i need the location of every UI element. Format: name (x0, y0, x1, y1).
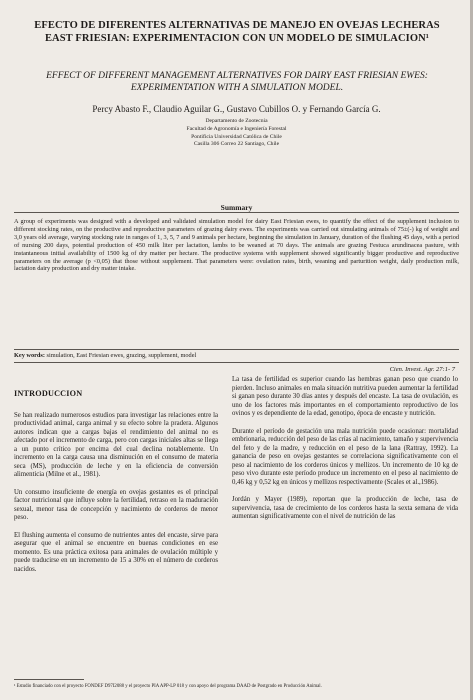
footnote: ¹ Estudio financiado con el proyecto FONDEF D97I2088 y el proyecto PIA APP-LP 018 y con apoyo del programa DAAD de Postgrado en Producción Animal. (14, 684, 322, 689)
body-paragraph: La tasa de fertilidad es superior cuando las hembras ganan peso que cuando lo pierden. Incluso animales en mala situación nutritiva pueden aumentar la fertilidad si ganan peso durante 30 días antes y después del encaste. La tasa de ovulación, es uno de los factores más importantes en el comportamiento reproductivo de los ovinos y es dependiente de la edad, genotipo, época de encaste y nutrición. (232, 376, 458, 417)
body-paragraph: Se han realizado numerosos estudios para investigar las relaciones entre la productividad animal, carga animal y su efecto sobre la pradera. Algunos autores indican que a cargas bajas el rendimiento del animal no es afectado por el incremento de carga, pero con cargas iniciales altas se llega a un punto crítico por encima del cual declina notablemente. Un incremento en la carga causa una disminución en el consumo de materia seca (MS), producción de leche y en la eficiencia de conversión alimenticia (Milne et al., 1981). (14, 411, 218, 478)
affiliation-line: Pontificia Universidad Católica de Chile (191, 133, 282, 140)
left-column (14, 380, 218, 583)
author-list: Percy Abasto F., Claudio Aguilar G., Gustavo Cubillos O. y Fernando García G. (92, 104, 381, 114)
summary-bottom-rule (14, 349, 459, 350)
body-paragraph: Jordán y Mayer (1989), reportan que la producción de leche, tasa de supervivencia, tasa de crecimiento de los corderos hasta la sexta semana de vida aumentan significativamente con el nivel de nutrición de las (232, 496, 458, 520)
summary-heading: Summary (220, 203, 253, 212)
keywords-label: Key words: (14, 352, 45, 359)
paper-title-spanish: EFECTO DE DIFERENTES ALTERNATIVAS DE MANEJO EN OVEJAS LECHERAS EAST FRIESIAN: EXPERIMENTACION CON UN MODELO DE SIMULACION¹ (34, 20, 440, 44)
body-paragraph: Durante el período de gestación una mala nutrición puede ocasionar: mortalidad embrionaria, reducción del peso de las crías al nacimiento, tamaño y supervivencia del feto y de la madre, y reducción en el peso de la lana (Rattray, 1992). La ganancia de peso en ovejas gestantes se correlaciona significativamente con el peso al nacimiento de los corderos únicos y mellizos. Un incremento de 10 kg de peso vivo durante este período produce un incremento en el peso al nacimiento de 0,46 kg y 0,52 kg en únicos y mellizos respectivamente (Scales et al.,1986). (232, 427, 458, 486)
keywords-text: simulation, East Friesian ewes, grazing, supplement, model (46, 352, 197, 359)
introduction-heading: INTRODUCCION (14, 389, 83, 398)
affiliation-line: Facultad de Agronomía e Ingeniería Forestal (186, 125, 287, 132)
summary-text: A group of experiments was designed with a developed and validated simulation model for dairy East Friesian ewes, to quantify the effect of the supplement inclusion to different stocking rates, on the productive and reproductive parameters of grazing dairy ewes. The experiments was carried out simulating animals of 75±(-) kg of weight and 3,0 years old average, varying stocking rate in ranges of 1, 3, 5, 7 and 9 animals per hectare, beginning the simulation in January, duration of the flushing 45 days, with a period of nursing 200 days, potential production of 450 milk liter per lactation, lambs to be weaned at 70 days. The animals are grazing Festuca arundinacea pasture, with instantaneous initial availability of 1500 kg of dry matter per hectare. The productive systems with supplement showed significantly bigger productive and reproductive parameters on the average (p <0,05) that those without supplement. That parameters were: ovulation rates, birth, weaning and parturition weight, daily production milk, lactation dairy production and dry matter intake. (14, 218, 459, 273)
body-paragraph: Un consumo insuficiente de energía en ovejas gestantes es el principal factor nutricional que influye sobre la fertilidad, retraso en la maduración sexual, menor tasa de concepción y nacimiento de corderos de menor peso. (14, 488, 218, 521)
keywords-line (14, 352, 459, 360)
footnote-rule (14, 679, 84, 680)
paper-title-english: EFFECT OF DIFFERENT MANAGEMENT ALTERNATIVES FOR DAIRY EAST FRIESIAN EWES: EXPERIMENTATION WITH A SIMULATION MODEL. (46, 71, 428, 93)
journal-citation: Cien. Invest. Agr. 27:1- 7 (389, 366, 455, 373)
affiliation-line: Casilla 306 Correo 22 Santiago, Chile (193, 141, 280, 148)
affiliation-block (130, 118, 343, 149)
body-paragraph: El flushing aumenta el consumo de nutrientes antes del encaste, sirve para asegurar que el animal se encuentre en buenas condiciones en ese momento. Es una práctica exitosa para animales de ovulación múltiple y puede traducirse en un incremento de 15 a 30% en el número de corderos nacidos. (14, 531, 218, 573)
summary-top-rule (14, 212, 459, 213)
right-column (232, 376, 458, 531)
affiliation-line: Departamento de Zootecnia (205, 118, 268, 124)
keywords-rule (14, 362, 459, 363)
